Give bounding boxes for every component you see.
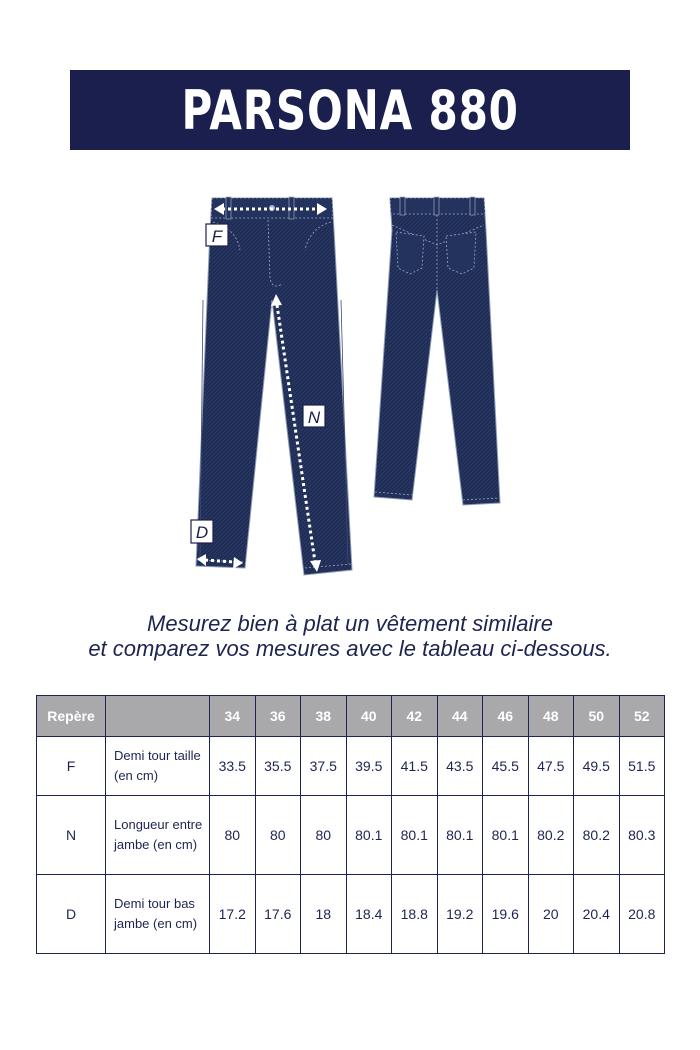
table-cell: 39.5 — [346, 737, 392, 796]
header-description — [106, 696, 210, 737]
table-cell: 17.2 — [210, 875, 256, 954]
row-mark: F — [37, 737, 106, 796]
table-cell: 19.6 — [483, 875, 529, 954]
table-cell: 80.3 — [619, 796, 665, 875]
table-cell: 80.1 — [483, 796, 529, 875]
table-cell: 80.2 — [528, 796, 574, 875]
table-cell: 33.5 — [210, 737, 256, 796]
header-size: 34 — [210, 696, 256, 737]
jeans-front — [196, 197, 352, 575]
table-row — [37, 737, 665, 796]
table-cell: 20.4 — [574, 875, 620, 954]
table-cell: 20.8 — [619, 875, 665, 954]
table-cell: 19.2 — [437, 875, 483, 954]
table-cell: 47.5 — [528, 737, 574, 796]
table-cell: 41.5 — [392, 737, 438, 796]
marker-n-label: N — [307, 408, 321, 427]
table-cell: 20 — [528, 875, 574, 954]
caption-line-2: et comparez vos mesures avec le tableau ci-dessous. — [88, 636, 612, 661]
header-size: 46 — [483, 696, 529, 737]
table-cell: 80.1 — [346, 796, 392, 875]
table-row — [37, 875, 665, 954]
table-cell: 80.1 — [392, 796, 438, 875]
row-mark: N — [37, 796, 106, 875]
header-size: 42 — [392, 696, 438, 737]
page-title: PARSONA 880 — [181, 78, 519, 142]
table-cell: 80 — [255, 796, 301, 875]
row-description: Demi tour taille (en cm) — [106, 737, 210, 796]
table-cell: 80.1 — [437, 796, 483, 875]
table-cell: 45.5 — [483, 737, 529, 796]
header-size: 48 — [528, 696, 574, 737]
marker-f — [206, 224, 228, 246]
jeans-back — [374, 197, 500, 505]
header-size: 44 — [437, 696, 483, 737]
table-cell: 49.5 — [574, 737, 620, 796]
marker-n — [303, 405, 325, 427]
table-cell: 18.4 — [346, 875, 392, 954]
marker-d-label: D — [195, 523, 209, 542]
header-size: 36 — [255, 696, 301, 737]
header-size: 38 — [301, 696, 347, 737]
row-description: Longueur entre jambe (en cm) — [106, 796, 210, 875]
header-size: 50 — [574, 696, 620, 737]
row-mark: D — [37, 875, 106, 954]
table-cell: 80 — [210, 796, 256, 875]
table-header-row — [37, 696, 665, 737]
caption-line-1: Mesurez bien à plat un vêtement similaire — [147, 611, 553, 636]
table-cell: 37.5 — [301, 737, 347, 796]
header-size: 40 — [346, 696, 392, 737]
table-cell: 17.6 — [255, 875, 301, 954]
marker-d — [191, 520, 213, 543]
row-description: Demi tour bas jambe (en cm) — [106, 875, 210, 954]
header-repere: Repère — [37, 696, 106, 737]
table-cell: 18.8 — [392, 875, 438, 954]
table-cell: 80 — [301, 796, 347, 875]
table-cell: 43.5 — [437, 737, 483, 796]
table-cell: 35.5 — [255, 737, 301, 796]
table-cell: 80.2 — [574, 796, 620, 875]
marker-f-label: F — [211, 227, 223, 246]
header-size: 52 — [619, 696, 665, 737]
table-cell: 18 — [301, 875, 347, 954]
table-cell: 51.5 — [619, 737, 665, 796]
size-table — [36, 695, 665, 954]
table-row — [37, 796, 665, 875]
